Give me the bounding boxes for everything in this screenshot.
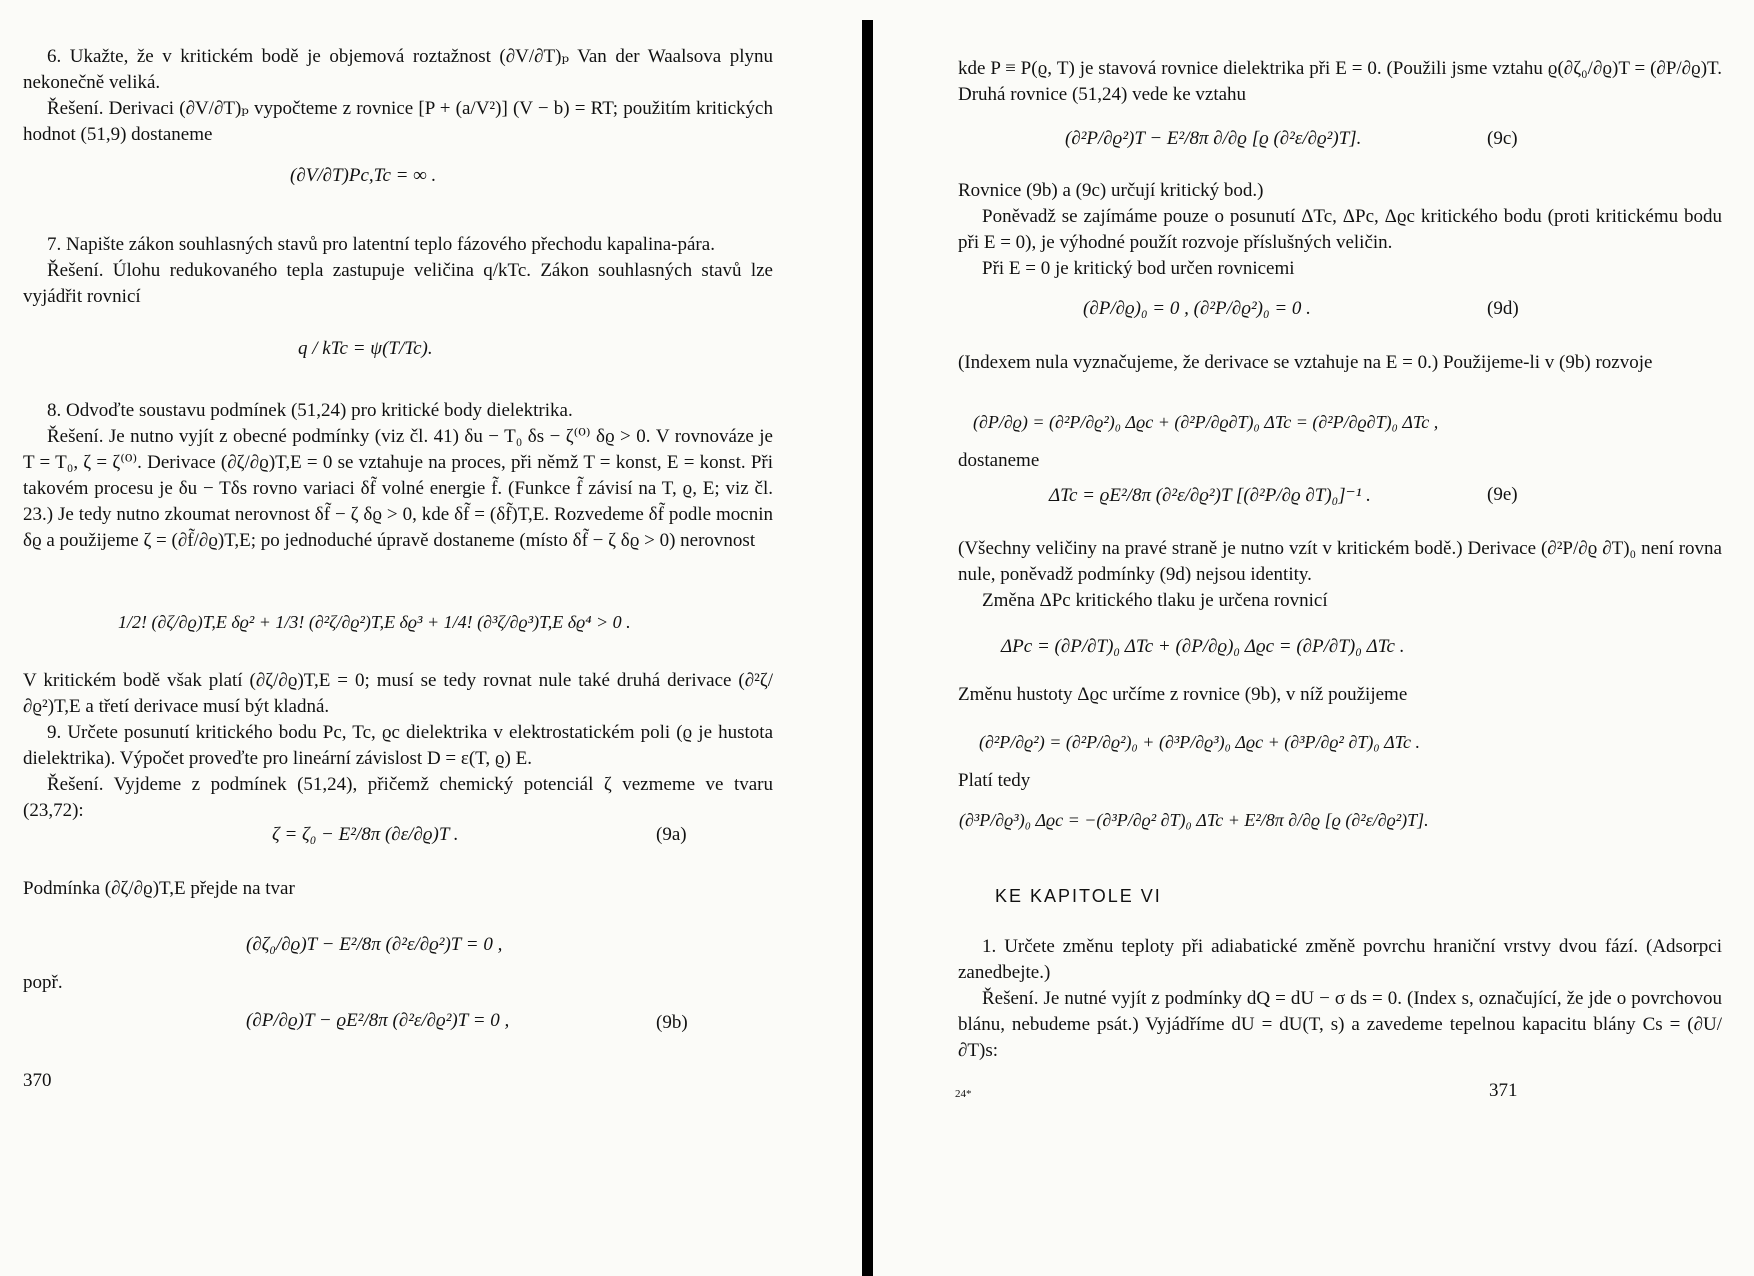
problem-8: 8. Odvoďte soustavu podmínek (51,24) pro kritické body dielektrika. [47, 400, 573, 421]
result-text: dostaneme [958, 450, 1040, 471]
solution-8: Řešení. Je nutno vyjít z obecné podmínky (viz čl. 41) δu − T₀ δs − ζ⁽⁰⁾ δϱ > 0. V rovnováze je T = T₀, ζ = ζ⁽⁰⁾. Derivace (∂ζ/∂ϱ)T,E = 0 se vztahuje na proces, při němž T = konst, E = konst. Při takovém procesu je δu − Tδs rovno variaci δf̃ volné energie f̃. (Funkce f̃ závisí na T, ϱ, E; viz čl. 23.) Je tedy nutno zkoumat nerovnost δf̃ − ζ δϱ > 0, kde δf̃ = (δf̃)T,E. Rozvedeme δf̃ podle mocnin δϱ a použijeme ζ = (∂f̃/∂ϱ)T,E; po jednoduché úpravě dostaneme (místo δf̃ − ζ δϱ > 0) nerovnost [23, 426, 773, 551]
solution-6: Řešení. Derivaci (∂V/∂T)ₚ vypočteme z rovnice [P + (a/V²)] (V − b) = RT; použitím kritických hodnot (51,9) dostaneme [23, 98, 773, 145]
left-text-block-6 [23, 970, 773, 996]
right-text-block-8 [958, 934, 1722, 1064]
thus-text: Platí tedy [958, 770, 1031, 791]
equation-pressure-change: ΔPc = (∂P/∂T)₀ ΔTc + (∂P/∂ϱ)₀ Δϱc = (∂P/∂T)₀ ΔTc . [1001, 636, 1405, 657]
shift-text: Poněvadž se zajímáme pouze o posunutí ΔTc, ΔPc, Δϱc kritického bodu (proti kritickému bodu při E = 0), je výhodné použít rozvoje příslušných veličin. [958, 206, 1722, 253]
critical-point-note: V kritickém bodě však platí (∂ζ/∂ϱ)T,E = 0; musí se tedy rovnat nule také druhá derivace (∂²ζ/∂ϱ²)T,E a třetí derivace musí být kladná. [23, 670, 773, 717]
equation-9b-number: (9b) [656, 1012, 688, 1033]
equation-9d-number: (9d) [1487, 298, 1519, 319]
equation-9e-number: (9e) [1487, 484, 1518, 505]
right-text-block-6 [958, 682, 1722, 708]
signature-mark: 24* [955, 1088, 972, 1100]
page-number-left: 370 [23, 1070, 52, 1091]
equation-9d: (∂P/∂ϱ)₀ = 0 , (∂²P/∂ϱ²)₀ = 0 . [1083, 298, 1311, 319]
page-number-right: 371 [1489, 1080, 1518, 1101]
right-text-block-2 [958, 178, 1722, 282]
zero-field-text: Při E = 0 je kritický bod určen rovnicemi [982, 258, 1295, 279]
critical-point-text: Rovnice (9b) a (9c) určují kritický bod.) [958, 180, 1264, 201]
equation-9c: (∂²P/∂ϱ²)T − E²/8π ∂/∂ϱ [ϱ (∂²ε/∂ϱ²)T]. [1065, 128, 1362, 149]
equation-9c-number: (9c) [1487, 128, 1518, 149]
right-text-block-4 [958, 448, 1722, 474]
equation-9a: ζ = ζ₀ − E²/8π (∂ε/∂ϱ)T . [272, 824, 459, 845]
right-text-block-5 [958, 536, 1722, 614]
equation-density-result: (∂³P/∂ϱ³)₀ Δϱc = −(∂³P/∂ϱ² ∂T)₀ ΔTc + E²/8π ∂/∂ϱ [ϱ (∂²ε/∂ϱ²)T]. [959, 810, 1429, 830]
right-text-block-7 [958, 768, 1722, 794]
left-text-block-2 [23, 232, 773, 310]
left-page [0, 0, 860, 1276]
density-change-text: Změnu hustoty Δϱc určíme z rovnice (9b), v níž použijeme [958, 684, 1408, 705]
right-text-block-3 [958, 350, 1722, 376]
solution-7: Řešení. Úlohu redukovaného tepla zastupuje veličina q/kTc. Zákon souhlasných stavů lze vyjádřit rovnicí [23, 260, 773, 307]
state-equation-text: kde P ≡ P(ϱ, T) je stavová rovnice dielektrika při E = 0. (Použili jsme vztahu ϱ(∂ζ₀/∂ϱ)T = (∂P/∂ϱ)T. Druhá rovnice (51,24) vede ke vztahu [958, 58, 1722, 105]
left-text-block-1 [23, 44, 773, 148]
problem-7: 7. Napište zákon souhlasných stavů pro latentní teplo fázového přechodu kapalina-pára. [47, 234, 715, 255]
problem-1: 1. Určete změnu teploty při adiabatické změně povrchu hraniční vrstvy dvou fází. (Adsorpci zanedbejte.) [958, 936, 1722, 983]
equation-latent-heat: q / kTc = ψ(T/Tc). [298, 338, 433, 359]
problem-6: 6. Ukažte, že v kritickém bodě je objemová roztažnost (∂V/∂T)ₚ Van der Waalsova plynu nekonečně veliká. [23, 46, 773, 93]
problem-9: 9. Určete posunutí kritického bodu Pc, Tc, ϱc dielektrika v elektrostatickém poli (ϱ je hustota dielektrika). Výpočet proveďte pro lineární závislost D = ε(T, ϱ) E. [23, 722, 773, 769]
solution-9: Řešení. Vyjdeme z podmínek (51,24), přičemž chemický potenciál ζ vezmeme ve tvaru (23,72): [23, 774, 773, 821]
left-text-block-3 [23, 398, 773, 554]
alt-text: popř. [23, 972, 63, 993]
all-quantities-text: (Všechny veličiny na pravé straně je nutno vzít v kritickém bodě.) Derivace (∂²P/∂ϱ ∂T)₀ není rovna nule, poněvadž podmínky (9d) nejsou identity. [958, 538, 1722, 585]
equation-9a-number: (9a) [656, 824, 687, 845]
right-page [875, 0, 1754, 1276]
equation-inequality: 1/2! (∂ζ/∂ϱ)T,E δϱ² + 1/3! (∂²ζ/∂ϱ²)T,E δϱ³ + 1/4! (∂³ζ/∂ϱ³)T,E δϱ⁴ > 0 . [118, 612, 631, 632]
equation-expansion: (∂V/∂T)Pc,Tc = ∞ . [290, 165, 437, 186]
equation-9e: ΔTc = ϱE²/8π (∂²ε/∂ϱ²)T [(∂²P/∂ϱ ∂T)₀]⁻¹ . [1049, 485, 1371, 506]
equation-density-expansion: (∂²P/∂ϱ²) = (∂²P/∂ϱ²)₀ + (∂³P/∂ϱ³)₀ Δϱc + (∂³P/∂ϱ² ∂T)₀ ΔTc . [979, 732, 1421, 752]
pressure-change-text: Změna ΔPc kritického tlaku je určena rovnicí [982, 590, 1328, 611]
solution-1: Řešení. Je nutné vyjít z podmínky dQ = dU − σ ds = 0. (Index s, označující, že jde o povrchovou blánu, nebudeme psát.) Vyjádříme dU = dU(T, s) a zavedeme tepelnou kapacitu blány Cs = (∂U/∂T)s: [958, 988, 1722, 1061]
left-text-block-4 [23, 668, 773, 824]
chapter-heading: KE KAPITOLE VI [995, 886, 1162, 906]
equation-expansion-right: (∂P/∂ϱ) = (∂²P/∂ϱ²)₀ Δϱc + (∂²P/∂ϱ∂T)₀ ΔTc = (∂²P/∂ϱ∂T)₀ ΔTc , [973, 412, 1439, 432]
left-text-block-5 [23, 876, 773, 902]
index-note: (Indexem nula vyznačujeme, že derivace se vztahuje na E = 0.) Použijeme-li v (9b) rozvoje [958, 352, 1653, 373]
book-gutter [862, 20, 873, 1276]
equation-condition: (∂ζ₀/∂ϱ)T − E²/8π (∂²ε/∂ϱ²)T = 0 , [246, 934, 503, 955]
condition-text: Podmínka (∂ζ/∂ϱ)T,E přejde na tvar [23, 878, 295, 899]
equation-9b: (∂P/∂ϱ)T − ϱE²/8π (∂²ε/∂ϱ²)T = 0 , [246, 1010, 510, 1031]
right-text-block-1 [958, 56, 1722, 108]
